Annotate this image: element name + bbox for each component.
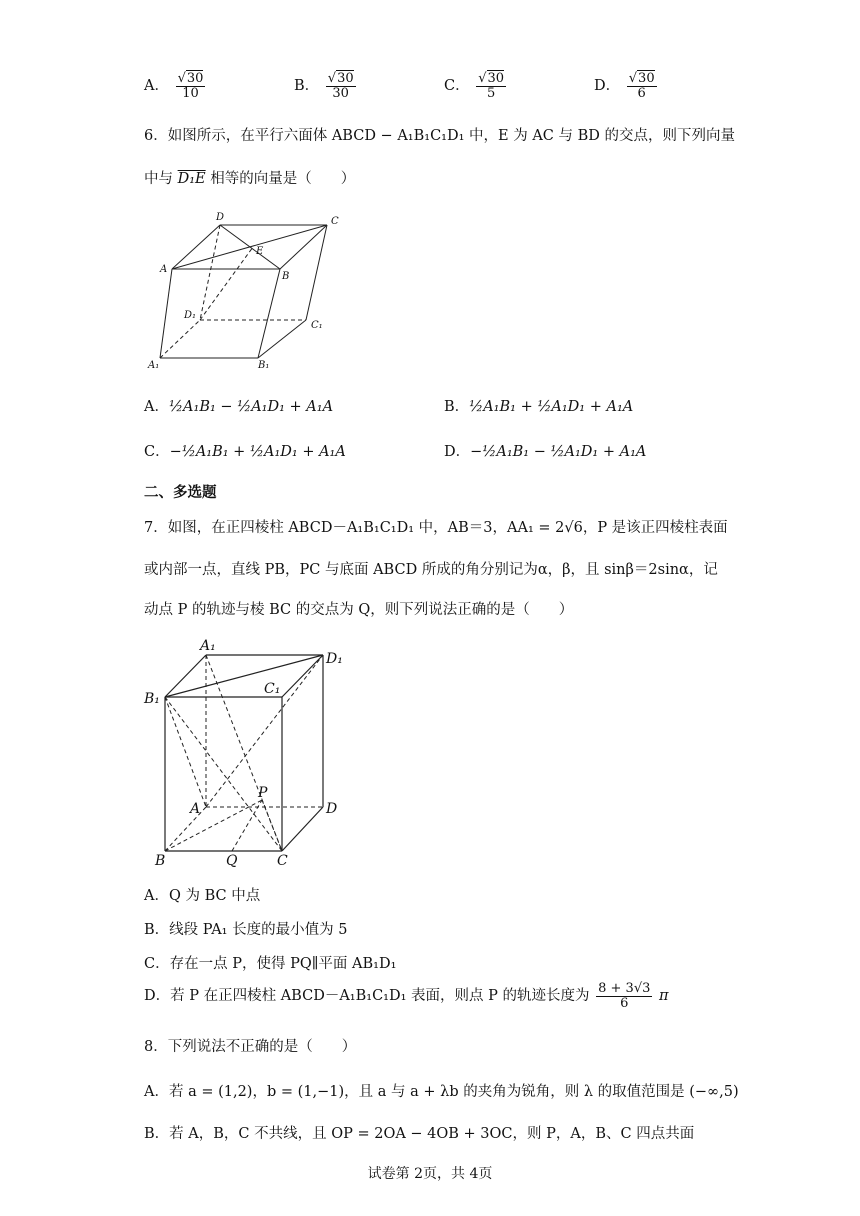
section-heading-multiple-choice: 二、多选题	[144, 485, 217, 501]
q6-option-b: B．½A₁B₁ + ½A₁D₁ + A₁A	[444, 399, 634, 415]
q7-option-d: D．若 P 在正四棱柱 ABCD－A₁B₁C₁D₁ 表面，则点 P 的轨迹长度为 $\frac{8 + 3√3}{6}$ π	[144, 981, 669, 1011]
label-d1: D₁	[326, 651, 343, 667]
label-c1: C₁	[311, 320, 323, 331]
page-footer: 试卷第 2页，共 4页	[367, 1166, 493, 1182]
q7-option-c: C．存在一点 P，使得 PQ∥平面 AB₁D₁	[144, 956, 397, 972]
q8-stem: 8．下列说法不正确的是（ ）	[144, 1039, 357, 1055]
q8-option-a: A．若 a = (1,2)，b = (1,−1)，且 a 与 a + λb 的夹角为锐角，则 λ 的取值范围是 (−∞,5)	[144, 1084, 739, 1100]
q8-option-b: B．若 A，B，C 不共线，且 OP = 2OA − 4OB + 3OC，则 P，A，B、C 四点共面	[144, 1126, 695, 1142]
label-b: B	[282, 271, 290, 282]
q7-option-a: A．Q 为 BC 中点	[144, 888, 261, 904]
q6-option-d: D．−½A₁B₁ − ½A₁D₁ + A₁A	[444, 444, 647, 460]
q7-prism-figure	[140, 635, 360, 870]
label-b: B	[155, 853, 166, 869]
label-q: Q	[226, 853, 238, 869]
label-e: E	[256, 246, 264, 257]
q7-stem-line3: 动点 P 的轨迹与棱 BC 的交点为 Q，则下列说法正确的是（ ）	[144, 602, 574, 618]
label-c1: C₁	[264, 681, 281, 697]
q5-option-d: D． $\frac{√30}{6}$	[594, 71, 655, 101]
option-label: A．	[144, 78, 169, 95]
q6-stem-line1: 6．如图所示，在平行六面体 ABCD − A₁B₁C₁D₁ 中，E 为 AC 与 BD 的交点，则下列向量	[144, 128, 736, 144]
label-a1: A₁	[148, 360, 160, 371]
vector-d1e: D₁E	[177, 171, 206, 187]
q7-stem-line2: 或内部一点，直线 PB，PC 与底面 ABCD 所成的角分别记为α，β，且 sinβ＝2sinα，记	[144, 562, 718, 578]
label-d: D	[216, 212, 225, 223]
label-d: D	[326, 801, 338, 817]
label-a1: A₁	[200, 638, 216, 654]
label-b1: B₁	[258, 360, 270, 371]
option-label: C．	[444, 78, 470, 95]
q7-stem-line1: 7．如图，在正四棱柱 ABCD－A₁B₁C₁D₁ 中，AB＝3，AA₁ = 2√6，P 是该正四棱柱表面	[144, 520, 728, 536]
label-d1: D₁	[184, 310, 197, 321]
q6-stem-line2: 中与 D₁E 相等的向量是（ ）	[144, 171, 356, 187]
label-a: A	[190, 801, 201, 817]
q6-option-a: A．½A₁B₁ − ½A₁D₁ + A₁A	[144, 399, 334, 415]
q5-option-c: C． $\frac{√30}{5}$	[444, 71, 505, 101]
label-c: C	[331, 216, 339, 227]
q6-option-c: C．−½A₁B₁ + ½A₁D₁ + A₁A	[144, 444, 346, 460]
option-label: B．	[294, 78, 320, 95]
label-p: P	[258, 785, 268, 801]
q5-option-b: B． $\frac{√30}{30}$	[294, 71, 354, 101]
label-b1: B₁	[144, 691, 160, 707]
q5-option-a: A． $\frac{√30}{10}$	[144, 71, 204, 101]
q7-option-b: B．线段 PA₁ 长度的最小值为 5	[144, 922, 348, 938]
q6-parallelepiped-figure	[140, 205, 350, 375]
label-a: A	[160, 264, 168, 275]
label-c: C	[277, 853, 288, 869]
option-label: D．	[594, 78, 621, 95]
